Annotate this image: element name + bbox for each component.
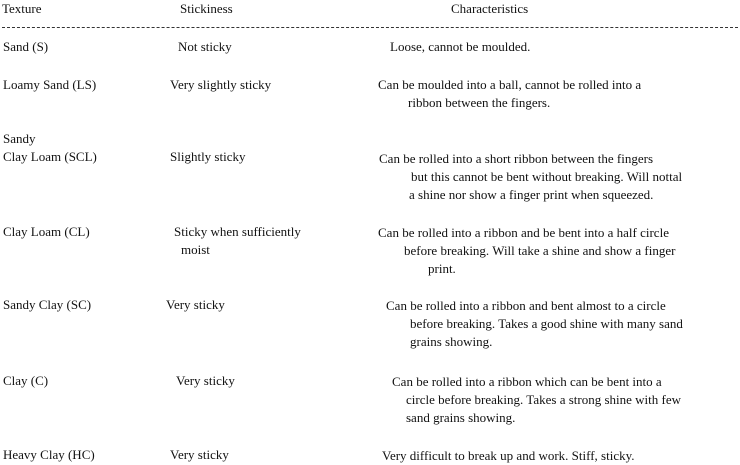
- cell-characteristics-sandy-clay: [386, 297, 683, 351]
- cell-characteristics-clay-loam: [378, 224, 676, 278]
- cell-texture-heavy-clay: [3, 446, 95, 464]
- cell-stickiness-clay: [176, 372, 235, 390]
- stickiness-line: Slightly sticky: [170, 149, 246, 164]
- cell-texture-sandy-clay-loam: [3, 130, 97, 166]
- characteristics-line: before breaking. Takes a good shine with many sand: [410, 316, 683, 331]
- cell-stickiness-loamy-sand: [170, 76, 271, 94]
- texture-line: Loamy Sand (LS): [3, 77, 97, 92]
- texture-line: Heavy Clay (HC): [3, 447, 95, 462]
- cell-characteristics-clay: [392, 373, 681, 427]
- texture-line: Clay Loam (SCL): [3, 149, 97, 164]
- characteristics-line: Can be rolled into a ribbon and be bent into a half circle: [378, 225, 669, 240]
- cell-stickiness-sand: [178, 38, 232, 56]
- characteristics-line: Can be rolled into a short ribbon between the fingers: [379, 151, 654, 166]
- stickiness-line: Not sticky: [178, 39, 232, 54]
- characteristics-line: print.: [428, 261, 456, 276]
- cell-characteristics-sandy-clay-loam: [379, 150, 683, 204]
- header-characteristics: Characteristics: [451, 1, 529, 16]
- stickiness-line: Very slightly sticky: [170, 77, 272, 92]
- cell-texture-clay: [3, 372, 48, 390]
- stickiness-line: Very sticky: [176, 373, 235, 388]
- characteristics-line: before breaking. Will take a shine and show a finger: [404, 243, 676, 258]
- stickiness-line: Sticky when sufficiently: [174, 224, 301, 239]
- cell-texture-sandy-clay: [3, 296, 91, 314]
- stickiness-line: Very sticky: [166, 297, 225, 312]
- characteristics-line: Very difficult to break up and work. Stiff, sticky.: [382, 448, 635, 463]
- cell-stickiness-sandy-clay-loam: [170, 148, 245, 166]
- header-divider: [2, 27, 738, 28]
- cell-characteristics-sand: [390, 38, 530, 56]
- texture-line: Clay (C): [3, 373, 49, 388]
- cell-characteristics-loamy-sand: [378, 76, 641, 112]
- characteristics-line: Can be rolled into a ribbon which can be bent into a: [392, 374, 662, 389]
- stickiness-line: moist: [181, 242, 210, 257]
- characteristics-line: but this cannot be bent without breaking. Will nottal: [411, 169, 683, 184]
- texture-line: Sandy Clay (SC): [3, 297, 92, 312]
- characteristics-line: circle before breaking. Takes a strong shine with few: [406, 392, 681, 407]
- cell-texture-sand: [3, 38, 48, 56]
- cell-stickiness-clay-loam: [174, 223, 301, 259]
- header-texture: Texture: [2, 1, 42, 16]
- cell-stickiness-sandy-clay: [166, 296, 225, 314]
- texture-line: Sandy: [3, 131, 36, 146]
- characteristics-line: ribbon between the fingers.: [408, 95, 551, 110]
- cell-texture-loamy-sand: [3, 76, 96, 94]
- characteristics-line: grains showing.: [410, 334, 493, 349]
- cell-texture-clay-loam: [3, 223, 90, 241]
- texture-line: Clay Loam (CL): [3, 224, 90, 239]
- texture-line: Sand (S): [3, 39, 49, 54]
- characteristics-line: Can be rolled into a ribbon and bent almost to a circle: [386, 298, 666, 313]
- characteristics-line: Loose, cannot be moulded.: [390, 39, 531, 54]
- cell-stickiness-heavy-clay: [170, 446, 229, 464]
- characteristics-line: sand grains showing.: [406, 410, 516, 425]
- stickiness-line: Very sticky: [170, 447, 229, 462]
- characteristics-line: Can be moulded into a ball, cannot be rolled into a: [378, 77, 642, 92]
- characteristics-line: a shine nor show a finger print when squeezed.: [409, 187, 654, 202]
- header-stickiness: Stickiness: [180, 1, 233, 16]
- cell-characteristics-heavy-clay: [382, 447, 635, 465]
